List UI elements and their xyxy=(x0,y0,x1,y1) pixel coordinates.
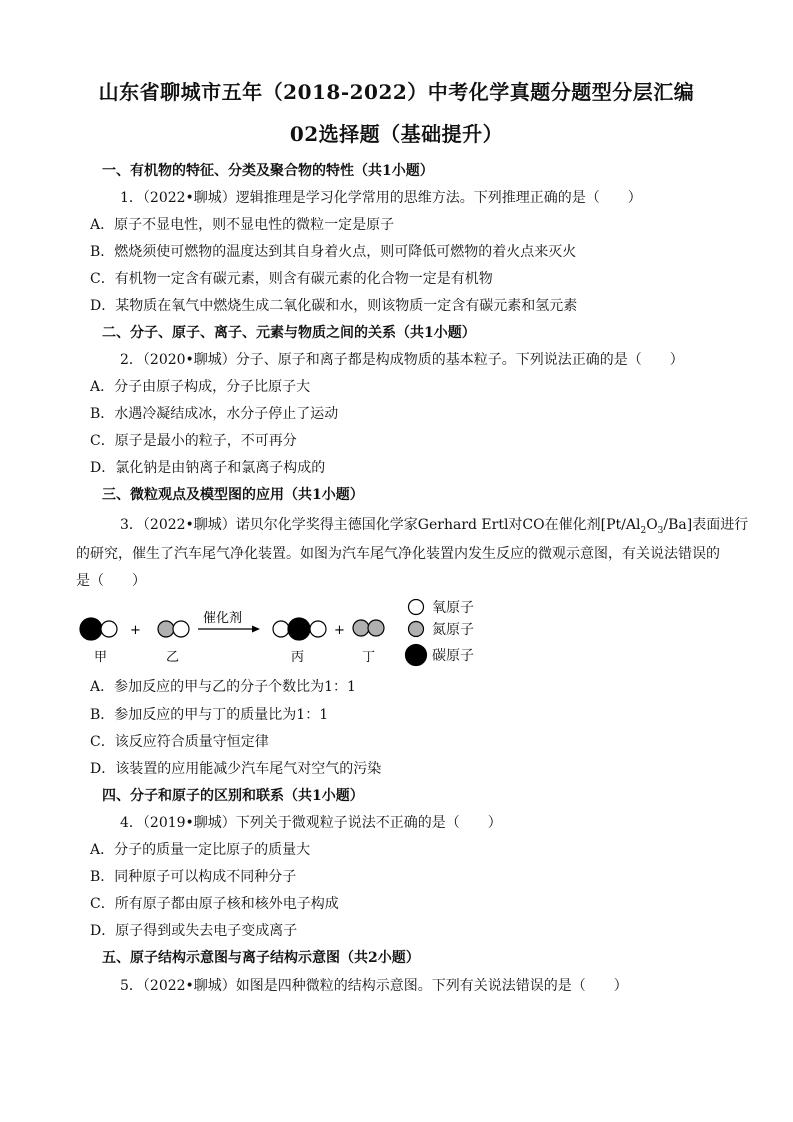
oxygen-atom xyxy=(101,621,117,637)
q3-option-c: C．该反应符合质量守恒定律 xyxy=(90,734,269,750)
doc-subtitle: 02选择题（基础提升） xyxy=(289,122,504,146)
q1-option-a: A．原子不显电性，则不显电性的微粒一定是原子 xyxy=(90,217,395,233)
molecule-ding-n2 xyxy=(353,620,384,636)
legend-oxygen: 氧原子 xyxy=(406,596,474,618)
atom-legend xyxy=(406,596,516,670)
q1-option-b: B．燃烧须使可燃物的温度达到其自身着火点，则可降低可燃物的着火点来灭火 xyxy=(90,244,577,260)
oxygen-atom xyxy=(310,621,326,637)
q4-option-d: D．原子得到或失去电子变成离子 xyxy=(90,923,298,939)
label-jia: 甲 xyxy=(94,650,108,665)
section-heading-3: 三、微粒观点及模型图的应用（共1小题） xyxy=(102,487,364,503)
q5-stem: 5．（2022•聊城）如图是四种微粒的结构示意图。下列有关说法错误的是（ ） xyxy=(120,978,628,994)
q3-stem-line2: 的研究，催生了汽车尾气净化装置。如图为汽车尾气净化装置内发生反应的微观示意图，有关说法错误的 xyxy=(76,546,720,562)
q4-option-a: A．分子的质量一定比原子的质量大 xyxy=(90,842,311,858)
q3-option-b: B．参加反应的甲与丁的质量比为1：1 xyxy=(90,707,329,723)
section-heading-4: 四、分子和原子的区别和联系（共1小题） xyxy=(102,788,364,804)
q3-stem-line1: 3．（2022•聊城）诺贝尔化学奖得主德国化学家Gerhard Ertl对CO在催化剂$[Pt/Al_2O_3/Ba]$表面进行 xyxy=(120,517,749,536)
legend-carbon: 碳原子 xyxy=(406,642,474,668)
q4-option-b: B．同种原子可以构成不同种分子 xyxy=(90,869,297,885)
q4-option-c: C．所有原子都由原子核和核外电子构成 xyxy=(90,896,339,912)
q2-option-d: D．氯化钠是由钠离子和氯离子构成的 xyxy=(90,460,326,476)
nitrogen-atom xyxy=(158,621,174,637)
catalyst-label: 催化剂 xyxy=(203,611,243,626)
legend-nitrogen: 氮原子 xyxy=(406,618,474,640)
section-heading-2: 二、分子、原子、离子、元素与物质之间的关系（共1小题） xyxy=(102,325,476,341)
carbon-atom xyxy=(288,618,310,640)
q4-stem: 4．（2019•聊城）下列关于微观粒子说法不正确的是（ ） xyxy=(120,815,502,831)
q2-option-b: B．水遇冷凝结成冰，水分子停止了运动 xyxy=(90,406,339,422)
label-ding: 丁 xyxy=(362,650,376,665)
oxygen-atom-icon xyxy=(406,597,426,617)
label-bing: 丙 xyxy=(291,650,305,665)
carbon-atom-icon xyxy=(404,643,428,667)
oxygen-atom xyxy=(273,621,289,637)
q1-option-c: C．有机物一定含有碳元素，则含有碳元素的化合物一定是有机物 xyxy=(90,271,493,287)
molecule-yi-no xyxy=(158,621,189,637)
q2-option-a: A．分子由原子构成，分子比原子大 xyxy=(90,379,311,395)
section-heading-5: 五、原子结构示意图与离子结构示意图（共2小题） xyxy=(102,950,420,966)
q2-stem: 2．（2020•聊城）分子、原子和离子都是构成物质的基本粒子。下列说法正确的是（ ） xyxy=(120,352,684,368)
q2-option-c: C．原子是最小的粒子，不可再分 xyxy=(90,433,297,449)
carbon-atom xyxy=(80,618,102,640)
q3-option-d: D．该装置的应用能减少汽车尾气对空气的污染 xyxy=(90,761,382,777)
doc-title: 山东省聊城市五年（2018-2022）中考化学真题分题型分层汇编 xyxy=(98,80,695,104)
nitrogen-atom xyxy=(353,620,369,636)
section-heading-1: 一、有机物的特征、分类及聚合物的特性（共1小题） xyxy=(102,163,434,179)
q3-option-a: A．参加反应的甲与乙的分子个数比为1：1 xyxy=(90,679,356,695)
nitrogen-atom-icon xyxy=(406,619,426,639)
oxygen-atom xyxy=(173,621,189,637)
molecule-jia-co xyxy=(80,618,117,640)
nitrogen-atom xyxy=(368,620,384,636)
q3-stem-line3: 是（ ） xyxy=(76,573,146,589)
arrow-head-icon xyxy=(252,626,260,633)
plus-sign: + xyxy=(130,623,141,638)
label-yi: 乙 xyxy=(166,650,180,665)
q1-option-d: D．某物质在氧气中燃烧生成二氧化碳和水，则该物质一定含有碳元素和氢元素 xyxy=(90,298,578,314)
q1-stem: 1．（2022•聊城）逻辑推理是学习化学常用的思维方法。下列推理正确的是（ ） xyxy=(120,190,642,206)
molecule-bing-co2 xyxy=(273,618,326,640)
plus-sign: + xyxy=(334,623,345,638)
